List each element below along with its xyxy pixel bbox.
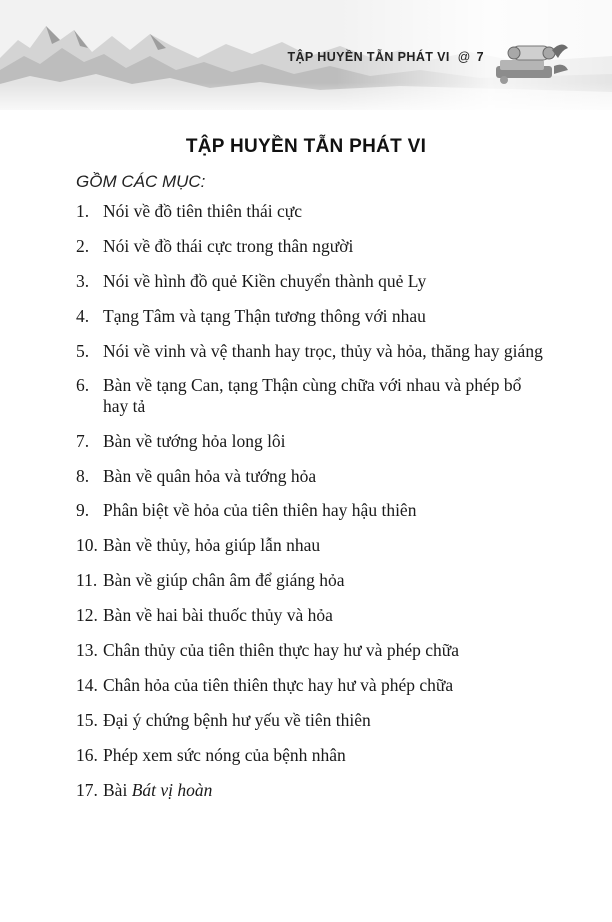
list-item xyxy=(76,271,546,291)
page-number: 7 xyxy=(476,50,484,64)
item-text: Chân thủy của tiên thiên thực hay hư và phép chữa xyxy=(103,639,459,660)
scroll-and-herbs-icon xyxy=(494,36,570,86)
list-item xyxy=(76,236,546,256)
list-item xyxy=(76,341,546,361)
list-item xyxy=(76,466,546,486)
item-number: 7. xyxy=(76,430,90,451)
section-subheading: GỒM CÁC MỤC: xyxy=(76,172,206,191)
page-title: TẬP HUYỀN TẪN PHÁT VI xyxy=(185,136,427,157)
item-number: 14. xyxy=(76,674,98,695)
list-item xyxy=(76,710,546,730)
item-number: 16. xyxy=(76,744,98,765)
item-text: Đại ý chứng bệnh hư yếu về tiên thiên xyxy=(103,709,371,730)
item-text: Nói về đồ thái cực trong thân người xyxy=(103,235,354,256)
list-item xyxy=(76,745,546,765)
item-text: Bàn về thủy, hỏa giúp lẫn nhau xyxy=(103,535,321,556)
item-text: Bàn về hai bài thuốc thủy và hỏa xyxy=(103,605,333,626)
item-number: 4. xyxy=(76,305,90,326)
item-text: Bàn về tạng Can, tạng Thận cùng chữa với nhau và phép bổ hay tả xyxy=(103,375,522,416)
item-number: 1. xyxy=(76,201,90,221)
list-item xyxy=(76,640,546,660)
item-text: Bàn về giúp chân âm để giáng hỏa xyxy=(103,570,345,591)
item-number: 6. xyxy=(76,375,90,396)
item-text: Nói về đồ tiên thiên thái cực xyxy=(103,201,303,221)
item-number: 13. xyxy=(76,639,98,660)
item-number: 3. xyxy=(76,270,90,291)
running-header xyxy=(287,50,484,64)
item-text: Chân hỏa của tiên thiên thực hay hư và phép chữa xyxy=(103,674,454,695)
item-number: 17. xyxy=(76,779,98,800)
item-text: Phân biệt về hỏa của tiên thiên hay hậu thiên xyxy=(103,500,417,521)
list-item xyxy=(76,780,546,800)
item-number: 5. xyxy=(76,340,90,361)
item-number: 2. xyxy=(76,235,90,256)
item-number: 11. xyxy=(76,570,98,591)
item-text: Bàn về quân hỏa và tướng hỏa xyxy=(103,465,317,486)
item-text: Nói về hình đồ quẻ Kiền chuyển thành quẻ Ly xyxy=(103,270,427,291)
list-item xyxy=(76,500,546,520)
item-text: Nói về vinh và vệ thanh hay trọc, thủy và hỏa, thăng hay giáng xyxy=(103,340,543,361)
list-item xyxy=(76,375,546,416)
contents-list xyxy=(76,201,546,814)
list-item xyxy=(76,306,546,326)
item-italic-title: Bát vị hoàn xyxy=(131,779,213,800)
item-text: Phép xem sức nóng của bệnh nhân xyxy=(103,744,346,765)
spiral-ornament-icon: @ xyxy=(457,50,471,64)
item-number: 12. xyxy=(76,605,98,626)
item-text: Bài xyxy=(103,779,132,800)
list-item xyxy=(76,570,546,590)
item-number: 10. xyxy=(76,535,98,556)
item-text: Tạng Tâm và tạng Thận tương thông với nhau xyxy=(103,305,426,326)
item-text: Bàn về tướng hỏa long lôi xyxy=(103,430,286,451)
list-item xyxy=(76,201,546,221)
list-item xyxy=(76,431,546,451)
running-title: TẬP HUYỀN TẪN PHÁT VI xyxy=(287,50,450,64)
item-number: 9. xyxy=(76,500,90,521)
list-item xyxy=(76,675,546,695)
list-item xyxy=(76,605,546,625)
list-item xyxy=(76,535,546,555)
item-number: 8. xyxy=(76,465,90,486)
item-number: 15. xyxy=(76,709,98,730)
